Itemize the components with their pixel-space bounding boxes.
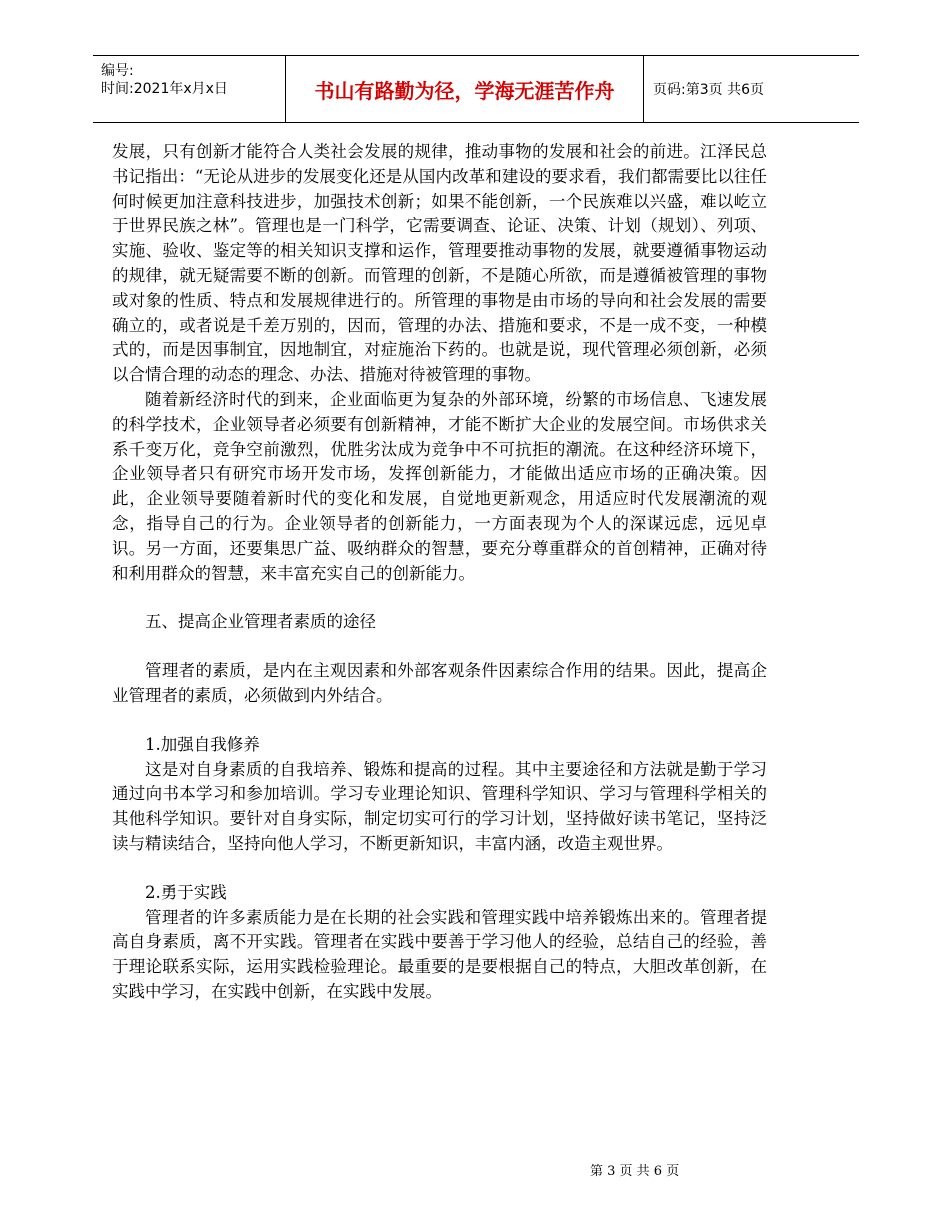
motto-text: 书山有路勤为径，学海无涯苦作舟: [314, 78, 615, 103]
header-meta: [93, 56, 285, 122]
subsection-heading: 2.勇于实践: [145, 882, 227, 902]
document-body: [112, 140, 767, 1005]
page-footer: 第 3 页 共 6 页: [590, 1164, 680, 1179]
header-page-number: [643, 56, 859, 122]
body-paragraph: 随着新经济时代的到来，企业面临更为复杂的外部环境，纷繁的市场信息、飞速发展的科学技术，企业领导者必须要有创新精神，才能不断扩大企业的发展空间。市场供求关系千变万化，竞争空前激烈，优胜劣汰成为竞争中不可抗拒的潮流。在这种经济环境下，企业领导者只有研究市场开发市场，发挥创新能力，才能做出适应市场的正确决策。因此，企业领导要随着新时代的变化和发展，自觉地更新观念，用适应时代发展潮流的观念，指导自己的行为。企业领导者的创新能力，一方面表现为个人的深谋远虑，远见卓识。另一方面，还要集思广益、吸纳群众的智慧，要充分尊重群众的首创精神，正确对待和利用群众的智慧，来丰富充实自己的创新能力。: [112, 389, 767, 583]
body-paragraph: 发展，只有创新才能符合人类社会发展的规律，推动事物的发展和社会的前进。江泽民总书记指出：“无论从进步的发展变化还是从国内改革和建设的要求看，我们都需要比以往任何时候更加注意科技进步，加强技术创新；如果不能创新，一个民族难以兴盛，难以屹立于世界民族之林”。管理也是一门科学，它需要调查、论证、决策、计划（规划）、列项、实施、验收、鉴定等的相关知识支撑和运作，管理要推动事物的发展，就要遵循事物运动的规律，就无疑需要不断的创新。而管理的创新，不是随心所欲，而是遵循被管理的事物或对象的性质、特点和发展规律进行的。所管理的事物是由市场的导向和社会发展的需要确立的，或者说是千差万别的，因而，管理的办法、措施和要求，不是一成不变，一种模式的，而是因事制宜，因地制宜，对症施治下药的。也就是说，现代管理必须创新，必须以合情合理的动态的理念、办法、措施对待被管理的事物。: [112, 142, 767, 385]
body-paragraph: 管理者的素质，是内在主观因素和外部客观条件因素综合作用的结果。因此，提高企业管理者的素质，必须做到内外结合。: [112, 661, 767, 705]
document-time-label: 时间:2021年x月x日: [101, 81, 228, 97]
page-number-label: 页码:第3页 共6页: [653, 82, 764, 98]
body-paragraph: 管理者的许多素质能力是在长期的社会实践和管理实践中培养锻炼出来的。管理者提高自身素质，离不开实践。管理者在实践中要善于学习他人的经验，总结自己的经验，善于理论联系实际，运用实践检验理论。最重要的是要根据自己的特点，大胆改革创新，在实践中学习，在实践中创新，在实践中发展。: [112, 907, 767, 1001]
document-number-label: 编号:: [101, 63, 134, 79]
header-motto: [285, 56, 644, 122]
body-paragraph: 这是对自身素质的自我培养、锻炼和提高的过程。其中主要途径和方法就是勤于学习通过向书本学习和参加培训。学习专业理论知识、管理科学知识、学习与管理科学相关的其他科学知识。要针对自身实际，制定切实可行的学习计划，坚持做好读书笔记，坚持泛读与精读结合，坚持向他人学习，不断更新知识，丰富内涵，改造主观世界。: [112, 759, 767, 853]
page-header: [93, 55, 859, 123]
section-heading: 五、提高企业管理者素质的途径: [145, 612, 376, 632]
subsection-heading: 1.加强自我修养: [145, 734, 260, 754]
